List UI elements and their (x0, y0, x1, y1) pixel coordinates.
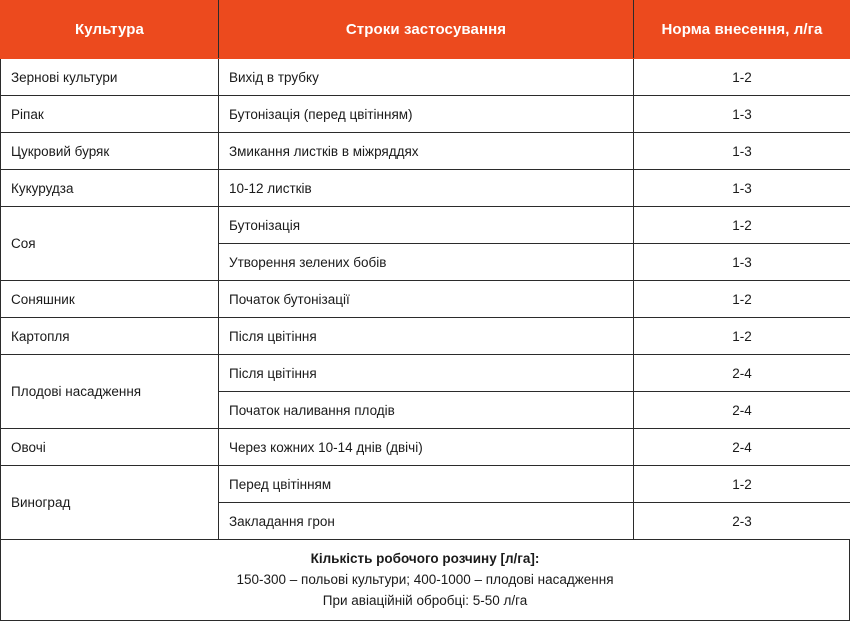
cell-crop: Плодові насадження (1, 355, 219, 429)
table-row (1, 170, 850, 207)
table-header-row (1, 1, 850, 59)
cell-application-rate: 2-4 (634, 392, 850, 429)
footer-note (0, 540, 850, 621)
cell-application-rate: 1-2 (634, 207, 850, 244)
column-header-crop: Культура (1, 1, 219, 59)
footer-note-title: Кількість робочого розчину [л/га]: (11, 548, 839, 569)
cell-application-rate: 1-3 (634, 170, 850, 207)
cell-application-stage: Вихід в трубку (219, 59, 634, 96)
table-row (1, 207, 850, 244)
cell-crop: Соняшник (1, 281, 219, 318)
table-row (1, 318, 850, 355)
cell-application-stage: Після цвітіння (219, 318, 634, 355)
table-row (1, 59, 850, 96)
table-row (1, 96, 850, 133)
cell-application-rate: 1-3 (634, 133, 850, 170)
cell-application-stage: Утворення зелених бобів (219, 244, 634, 281)
cell-application-stage: Бутонізація (перед цвітінням) (219, 96, 634, 133)
cell-application-rate: 1-2 (634, 281, 850, 318)
table-body (1, 59, 850, 540)
cell-application-stage: Перед цвітінням (219, 466, 634, 503)
cell-crop: Кукурудза (1, 170, 219, 207)
cell-crop: Овочі (1, 429, 219, 466)
cell-crop: Картопля (1, 318, 219, 355)
cell-application-stage: Бутонізація (219, 207, 634, 244)
cell-crop: Цукровий буряк (1, 133, 219, 170)
cell-crop: Виноград (1, 466, 219, 540)
table-header (1, 1, 850, 59)
table-row (1, 429, 850, 466)
cell-application-stage: Через кожних 10-14 днів (двічі) (219, 429, 634, 466)
cell-application-rate: 1-3 (634, 96, 850, 133)
cell-application-stage: Початок наливання плодів (219, 392, 634, 429)
table-row (1, 355, 850, 392)
table-row (1, 133, 850, 170)
table-row (1, 466, 850, 503)
cell-application-stage: Після цвітіння (219, 355, 634, 392)
cell-application-rate: 2-4 (634, 355, 850, 392)
cell-application-rate: 2-4 (634, 429, 850, 466)
cell-crop: Ріпак (1, 96, 219, 133)
cell-application-stage: Змикання листків в міжряддях (219, 133, 634, 170)
column-header-application-stage: Строки застосування (219, 1, 634, 59)
cell-application-rate: 1-2 (634, 318, 850, 355)
cell-crop: Зернові культури (1, 59, 219, 96)
cell-application-rate: 1-3 (634, 244, 850, 281)
cell-crop: Соя (1, 207, 219, 281)
cell-application-rate: 1-2 (634, 59, 850, 96)
footer-note-line-1: 150-300 – польові культури; 400-1000 – плодові насадження (11, 569, 839, 590)
cell-application-stage: 10-12 листків (219, 170, 634, 207)
cell-application-stage: Закладання грон (219, 503, 634, 540)
table-row (1, 281, 850, 318)
footer-note-line-2: При авіаційній обробці: 5-50 л/га (11, 590, 839, 611)
cell-application-rate: 1-2 (634, 466, 850, 503)
column-header-application-rate: Норма внесення, л/га (634, 1, 850, 59)
cell-application-rate: 2-3 (634, 503, 850, 540)
cell-application-stage: Початок бутонізації (219, 281, 634, 318)
